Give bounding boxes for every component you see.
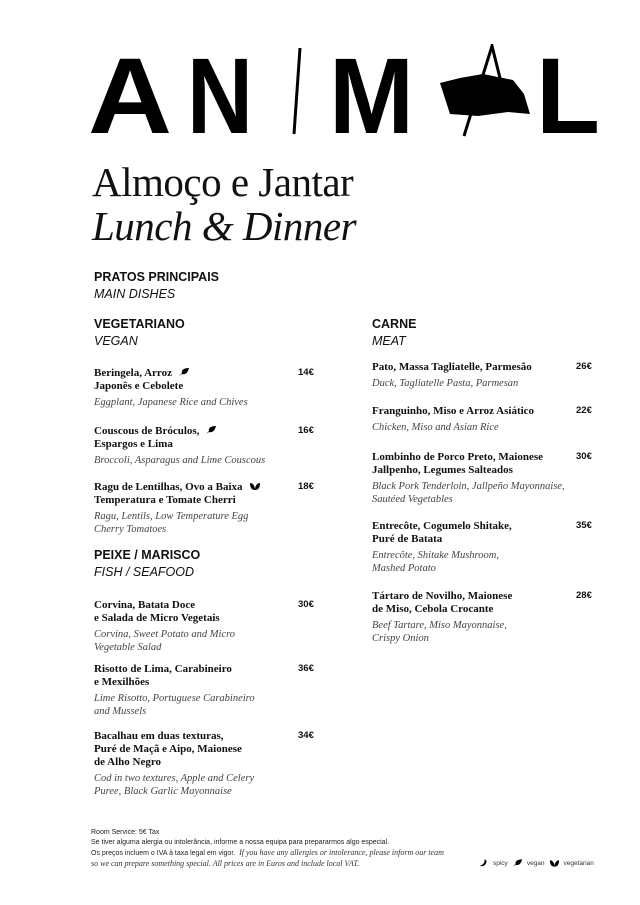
dish-name-line: Tártaro de Novilho, Maionese xyxy=(372,590,513,602)
dish-price: 16€ xyxy=(298,425,314,436)
dish-name-line: Couscous de Bróculos, xyxy=(94,425,200,437)
category-heading xyxy=(94,549,200,578)
vat-note-pt: Os preços incluem o IVA à taxa legal em vigor. xyxy=(91,850,236,857)
dish-name-line: Lombinho de Porco Preto, Maionese xyxy=(372,451,543,463)
menu-item xyxy=(372,405,602,434)
dish-description-line: Cherry Tomatoes xyxy=(94,524,167,535)
dish-name-line: Entrecôte, Cogumelo Shitake, xyxy=(372,520,512,532)
dish-description-line: Vegetable Salad xyxy=(94,642,162,653)
dish-description-line: Broccoli, Asparagus and Lime Couscous xyxy=(94,455,266,466)
dish-name xyxy=(372,451,557,477)
dish-name-line: e Salada de Micro Vegetais xyxy=(94,612,220,624)
menu-item xyxy=(94,599,324,654)
dish-description-line: Mashed Potato xyxy=(372,563,436,574)
dish-price: 14€ xyxy=(298,367,314,378)
dish-description-line: Black Pork Tenderloin, Jallpeño Mayonnaise, xyxy=(372,481,565,492)
dish-name-line: e Mexilhões xyxy=(94,676,150,688)
category-title-en: VEGAN xyxy=(94,333,138,348)
legend-vegetarian: vegetarian xyxy=(563,859,594,867)
dish-name-line: de Alho Negro xyxy=(94,756,162,768)
dish-price: 30€ xyxy=(298,599,314,610)
menu-item xyxy=(94,663,324,718)
category-heading xyxy=(94,318,185,347)
dish-price: 26€ xyxy=(576,361,592,372)
dish-price: 34€ xyxy=(298,730,314,741)
dish-name-line: Beringela, Arroz xyxy=(94,367,172,379)
dish-description xyxy=(372,421,577,434)
dish-name-line: Ragu de Lentilhas, Ovo a Baixa xyxy=(94,481,243,493)
category-title-en: FISH / SEAFOOD xyxy=(94,564,195,579)
dish-description-line: Duck, Tagliatelle Pasta, Parmesan xyxy=(372,378,519,389)
title-en: Lunch & Dinner xyxy=(92,203,357,249)
dish-name xyxy=(372,405,557,418)
dish-price: 35€ xyxy=(576,520,592,531)
dish-price: 28€ xyxy=(576,590,592,601)
legend-spicy: spicy xyxy=(493,859,508,867)
menu-item xyxy=(94,425,324,467)
svg-text:A: A xyxy=(88,44,172,139)
svg-text:L: L xyxy=(536,44,600,139)
vegetarian-leaves-icon xyxy=(249,481,261,491)
dish-name-line: Temperatura e Tomate Cherri xyxy=(94,494,236,506)
dish-description xyxy=(94,510,299,536)
dish-price: 22€ xyxy=(576,405,592,416)
legend-vegan: vegan xyxy=(526,859,545,867)
dish-name xyxy=(94,481,279,507)
dish-name-line: Espargos e Lima xyxy=(94,438,173,450)
dish-description-line: Cod in two textures, Apple and Celery xyxy=(94,773,255,784)
dish-price: 18€ xyxy=(298,481,314,492)
category-title-pt: PEIXE / MARISCO xyxy=(94,548,201,562)
dish-description xyxy=(372,549,577,575)
svg-text:N: N xyxy=(187,44,253,139)
section-heading xyxy=(94,271,219,300)
menu-item xyxy=(372,361,602,390)
dish-name-line: Risotto de Lima, Carabineiro xyxy=(94,663,232,675)
dish-description xyxy=(372,480,577,506)
dish-name-line: de Miso, Cebola Crocante xyxy=(372,603,494,615)
dish-description xyxy=(94,692,299,718)
dish-description-line: Puree, Black Garlic Mayonnaise xyxy=(94,786,232,797)
leaf-icon xyxy=(205,425,217,435)
menu-item xyxy=(372,520,602,575)
dish-description-line: and Mussels xyxy=(94,706,147,717)
room-service: Room Service: 5€ Tax xyxy=(91,829,160,836)
dish-price: 30€ xyxy=(576,451,592,462)
dish-name-line: Bacalhau em duas texturas, xyxy=(94,730,224,742)
section-title-pt: PRATOS PRINCIPAIS xyxy=(94,270,220,284)
footer-notes xyxy=(91,828,451,870)
dish-name-line: Jallpenho, Legumes Salteados xyxy=(372,464,513,476)
dish-description xyxy=(94,772,299,798)
dish-description xyxy=(372,377,577,390)
vegetarian-leaves-icon xyxy=(549,858,560,868)
dish-name-line: Franguinho, Miso e Arroz Asiático xyxy=(372,405,535,417)
menu-item xyxy=(94,730,324,798)
dish-description xyxy=(94,396,299,409)
dish-description xyxy=(372,619,577,645)
dish-name xyxy=(372,520,557,546)
dish-name-line: Corvina, Batata Doce xyxy=(94,599,196,611)
leaf-icon xyxy=(178,367,190,377)
dish-description-line: Corvina, Sweet Potato and Micro xyxy=(94,629,236,640)
category-title-pt: VEGETARIANO xyxy=(94,317,185,331)
allergy-note-pt: Se tiver alguma alergia ou intolerância, informe a nossa equipa para prepararmos algo especial. xyxy=(91,839,390,846)
section-title-en: MAIN DISHES xyxy=(94,286,176,301)
dish-name xyxy=(94,425,279,451)
dish-description-line: Eggplant, Japanese Rice and Chives xyxy=(94,397,248,408)
leaf-icon xyxy=(512,858,523,868)
icon-legend xyxy=(478,858,594,868)
dish-description xyxy=(94,454,299,467)
menu-item xyxy=(372,590,602,645)
dish-description-line: Beef Tartare, Miso Mayonnaise, xyxy=(372,620,507,631)
menu-item xyxy=(94,481,324,536)
dish-name-line: Japonês e Cebolete xyxy=(94,380,184,392)
chili-icon xyxy=(478,858,489,868)
menu-item xyxy=(372,451,602,506)
dish-name xyxy=(94,663,279,689)
dish-description-line: Entrecôte, Shitake Mushroom, xyxy=(372,550,499,561)
dish-description-line: Sautéed Vegetables xyxy=(372,494,453,505)
dish-name xyxy=(372,590,557,616)
menu-item xyxy=(94,367,324,409)
dish-name xyxy=(372,361,557,374)
dish-name-line: Pato, Massa Tagliatelle, Parmesão xyxy=(372,361,532,373)
dish-description-line: Chicken, Miso and Asian Rice xyxy=(372,422,499,433)
title-pt: Almoço e Jantar xyxy=(92,159,354,205)
dish-description-line: Crispy Onion xyxy=(372,633,429,644)
dish-name-line: Puré de Maçã e Aipo, Maionese xyxy=(94,743,242,755)
dish-description xyxy=(94,628,299,654)
dish-price: 36€ xyxy=(298,663,314,674)
category-heading xyxy=(372,318,416,347)
dish-name xyxy=(94,367,279,393)
category-title-en: MEAT xyxy=(372,333,406,348)
category-title-pt: CARNE xyxy=(372,317,417,331)
dish-description-line: Ragu, Lentils, Low Temperature Egg xyxy=(94,511,249,522)
svg-text:M: M xyxy=(329,44,414,139)
animal-logo xyxy=(88,44,603,139)
dish-name-line: Puré de Batata xyxy=(372,533,443,545)
dish-name xyxy=(94,730,279,769)
note-en: If you have any allergies or intolerance, please inform our team so we can prepare something special. All prices are in Euros and include local VAT. xyxy=(91,848,444,868)
dish-description-line: Lime Risotto, Portuguese Carabineiro xyxy=(94,693,255,704)
dish-name xyxy=(94,599,279,625)
